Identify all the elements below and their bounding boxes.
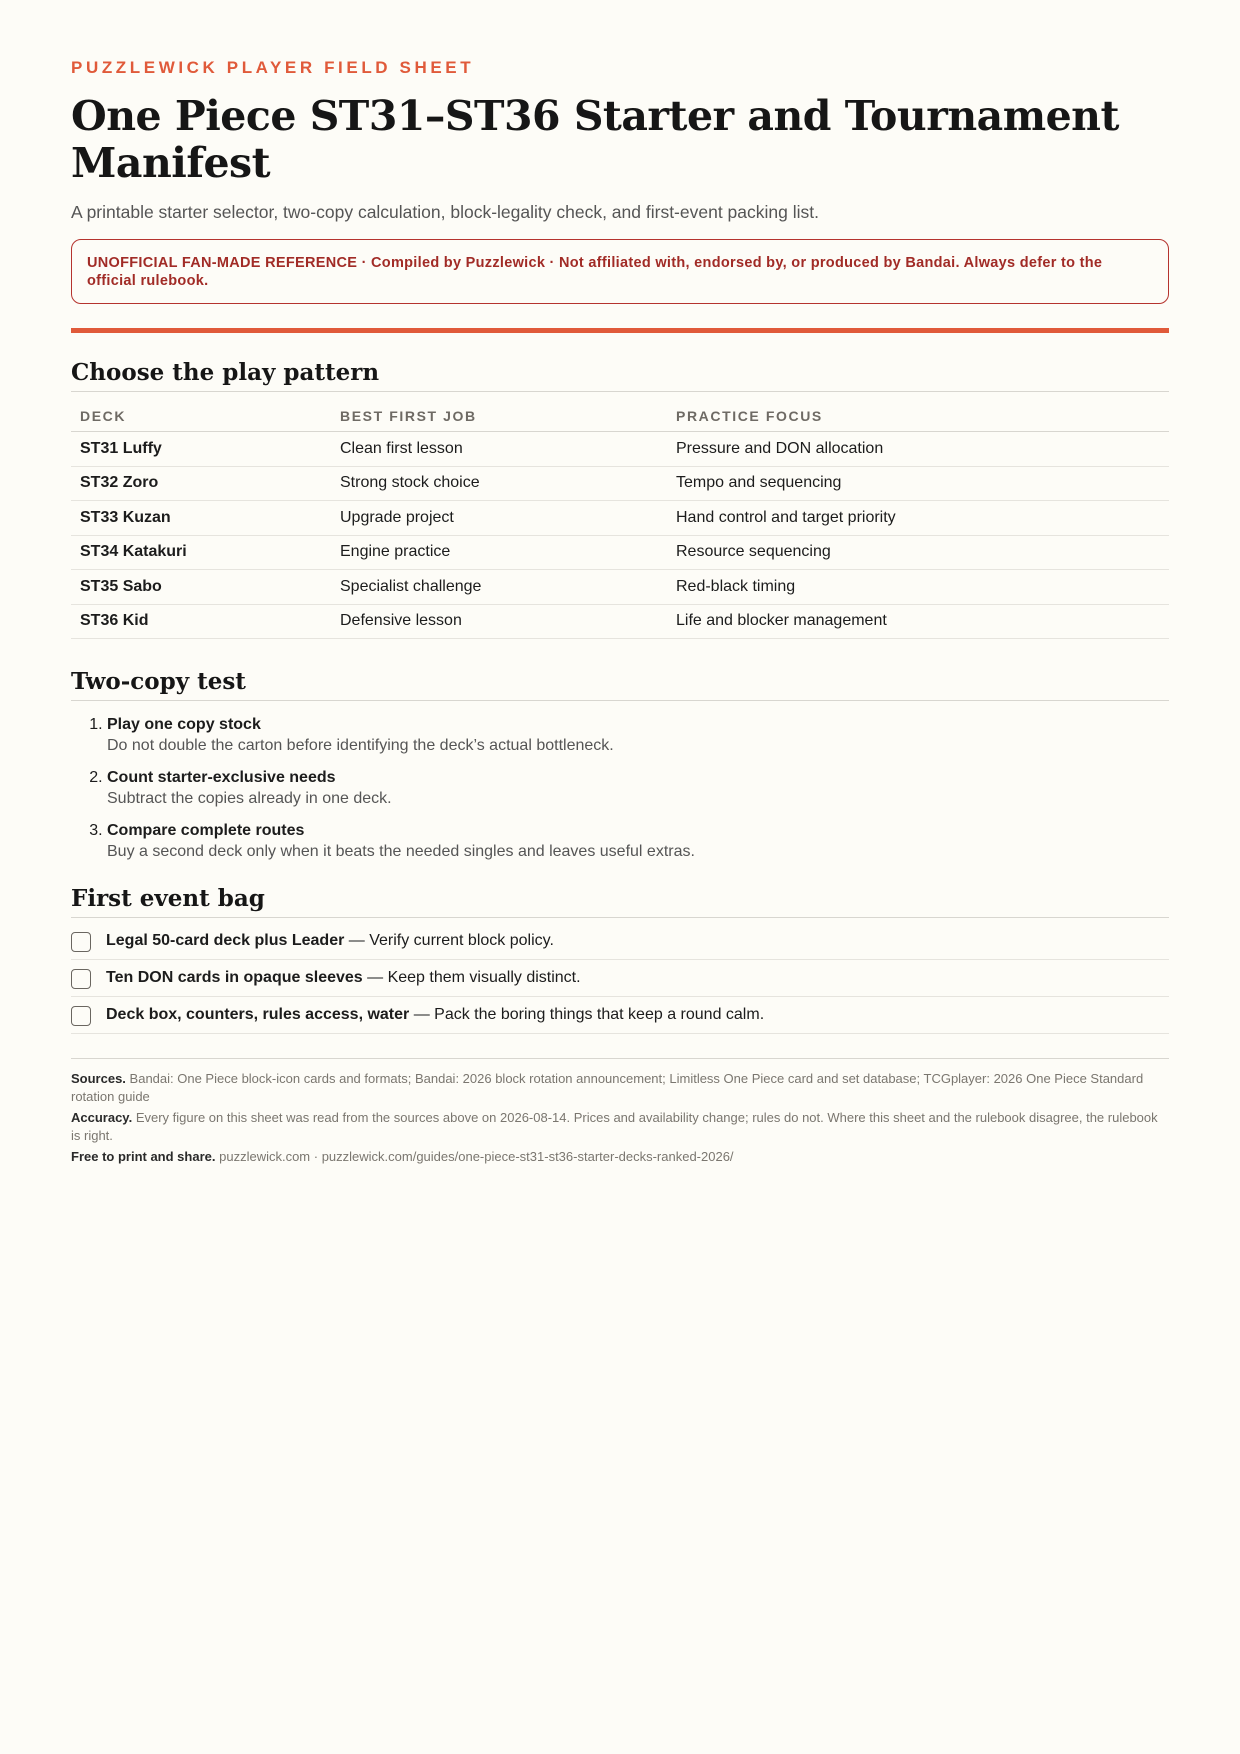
column-header-deck: DECK	[71, 392, 331, 432]
job-cell: Defensive lesson	[331, 604, 667, 639]
section-title-play-pattern: Choose the play pattern	[71, 359, 1169, 392]
step-description: Buy a second deck only when it beats the needed singles and leaves useful extras.	[107, 843, 695, 860]
sources-key: Sources.	[71, 1071, 126, 1086]
column-header-practice-focus: PRACTICE FOCUS	[667, 392, 1169, 432]
section-title-two-copy: Two-copy test	[71, 668, 1169, 701]
share-note	[71, 1148, 1169, 1166]
event-bag-section	[71, 885, 1169, 1034]
checkbox[interactable]	[71, 932, 91, 952]
sources-note	[71, 1070, 1169, 1106]
checklist-separator: —	[362, 968, 388, 986]
list-item	[107, 821, 1169, 863]
focus-cell: Red-black timing	[667, 570, 1169, 605]
job-cell: Strong stock choice	[331, 466, 667, 501]
checklist-separator: —	[409, 1005, 435, 1023]
focus-cell: Resource sequencing	[667, 535, 1169, 570]
checklist-item	[71, 997, 1169, 1034]
accent-divider	[71, 328, 1169, 333]
share-link[interactable]: puzzlewick.com · puzzlewick.com/guides/one-piece-st31-st36-starter-decks-ranked-2026/	[219, 1149, 734, 1164]
job-cell: Clean first lesson	[331, 432, 667, 467]
table-row	[71, 535, 1169, 570]
job-cell: Engine practice	[331, 535, 667, 570]
page-subtitle: A printable starter selector, two-copy calculation, block-legality check, and first-event packing list.	[71, 202, 819, 222]
field-sheet	[71, 58, 1169, 1169]
deck-cell: ST36 Kid	[71, 604, 331, 639]
focus-cell: Tempo and sequencing	[667, 466, 1169, 501]
unofficial-notice: UNOFFICIAL FAN-MADE REFERENCE · Compiled by Puzzlewick · Not affiliated with, endorsed by, or produced by Bandai. Always defer to the official rulebook.	[71, 239, 1169, 304]
deck-cell: ST31 Luffy	[71, 432, 331, 467]
two-copy-steps	[107, 715, 1169, 863]
focus-cell: Hand control and target priority	[667, 501, 1169, 536]
job-cell: Specialist challenge	[331, 570, 667, 605]
step-description: Subtract the copies already in one deck.	[107, 790, 392, 807]
deck-cell: ST35 Sabo	[71, 570, 331, 605]
checklist-item-label: Deck box, counters, rules access, water	[106, 1005, 410, 1023]
accuracy-key: Accuracy.	[71, 1110, 133, 1125]
play-pattern-table	[71, 392, 1169, 639]
focus-cell: Life and blocker management	[667, 604, 1169, 639]
play-pattern-section	[71, 359, 1169, 639]
list-item	[107, 768, 1169, 810]
accuracy-note	[71, 1109, 1169, 1145]
table-row	[71, 501, 1169, 536]
list-item	[107, 715, 1169, 757]
step-title: 1. Play one copy stock	[107, 716, 261, 733]
checklist-item-description: Pack the boring things that keep a round calm.	[434, 1005, 765, 1023]
sources-text: Bandai: One Piece block-icon cards and formats; Bandai: 2026 block rotation announcement; Limitless One Piece card and set database; TCGplayer: 2026 One Piece Standard rotation guide	[71, 1071, 1144, 1104]
accuracy-text: Every figure on this sheet was read from the sources above on 2026-08-14. Prices and availability change; rules do not. Where this sheet and the rulebook disagree, the rulebook is right.	[71, 1110, 1158, 1143]
checkbox[interactable]	[71, 1006, 91, 1026]
checklist-item-label: Ten DON cards in opaque sleeves	[106, 968, 363, 986]
deck-cell: ST33 Kuzan	[71, 501, 331, 536]
table-row	[71, 466, 1169, 501]
page-title: One Piece ST31–ST36 Starter and Tournament Manifest	[71, 92, 1119, 187]
checkbox[interactable]	[71, 969, 91, 989]
deck-cell: ST34 Katakuri	[71, 535, 331, 570]
deck-cell: ST32 Zoro	[71, 466, 331, 501]
event-bag-checklist	[71, 923, 1169, 1034]
checklist-item	[71, 923, 1169, 960]
footer	[71, 1058, 1169, 1166]
focus-cell: Pressure and DON allocation	[667, 432, 1169, 467]
checklist-item-label: Legal 50-card deck plus Leader	[106, 931, 345, 949]
checklist-item-description: Keep them visually distinct.	[387, 968, 581, 986]
step-title: 3. Compare complete routes	[107, 822, 305, 839]
share-key: Free to print and share.	[71, 1149, 216, 1164]
table-row	[71, 570, 1169, 605]
section-title-event-bag: First event bag	[71, 885, 1169, 918]
eyebrow-label: PUZZLEWICK PLAYER FIELD SHEET	[71, 58, 475, 77]
checklist-separator: —	[344, 931, 370, 949]
column-header-best-first-job: BEST FIRST JOB	[331, 392, 667, 432]
step-title: 2. Count starter-exclusive needs	[107, 769, 336, 786]
table-row	[71, 432, 1169, 467]
checklist-item-description: Verify current block policy.	[369, 931, 554, 949]
table-row	[71, 604, 1169, 639]
table-header-row	[71, 392, 1169, 432]
job-cell: Upgrade project	[331, 501, 667, 536]
checklist-item	[71, 960, 1169, 997]
two-copy-section	[71, 668, 1169, 863]
step-description: Do not double the carton before identifying the deck’s actual bottleneck.	[107, 737, 614, 754]
